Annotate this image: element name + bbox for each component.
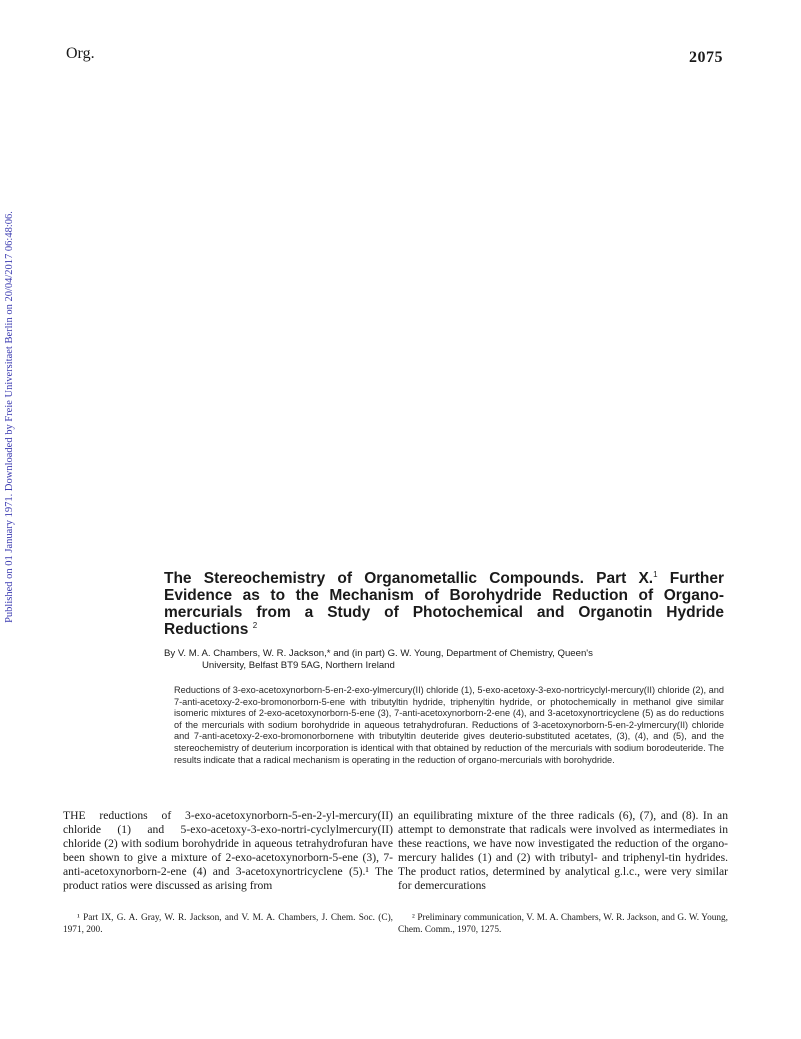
page-number: 2075	[689, 49, 723, 66]
title-main: The Stereochemistry of Organometallic Compounds. Part X.	[164, 570, 654, 587]
body-paragraph-right: an equilibrating mixture of the three radicals (6), (7), and (8). In an attempt to demonstrate that radicals were involved as intermediates in these reactions, we have now investigated the reduction of the organo-mercury halides (1) and (2) with tributyl- and triphenyl-tin hydrides. The product ratios, determined by analytical g.l.c., were very similar for demercurations	[398, 809, 728, 893]
title-ref-1: 1	[653, 569, 658, 579]
abstract: Reductions of 3-exo-acetoxynorborn-5-en-2-exo-ylmercury(II) chloride (1), 5-exo-acetoxy-3-exo-nortricyclyl-mercury(II) chloride (2), and 7-anti-acetoxy-2-exo-bromonorborn-5-ene with tributyltin hydride, triphenyltin hydride, or photochemically in methanol give similar isomeric mixtures of 2-exo-acetoxynorborn-5-ene (3), 7-anti-acetoxynorborn-2-ene (4), and 3-acetoxynortricyclene (5) as do reductions of the mercurials with sodium borohydride in aqueous tetrahydrofuran. Reductions of 3-acetoxynorborn-5-en-2-ylmercury(II) chloride and 7-anti-acetoxy-2-exo-bromonorbornene with tributyltin deuteride gives deuterio-substituted acetates, (3), (4), and (5), and the stereochemistry of deuterium incorporation is identical with that obtained by reduction of the mercurials with sodium borodeuteride. The results indicate that a radical mechanism is operating in the reduction of organo-mercurials with borohydride.	[174, 685, 724, 765]
body-paragraph-left: THE reductions of 3-exo-acetoxynorborn-5-en-2-yl-mercury(II) chloride (1) and 5-exo-acetoxy-3-exo-nortri-cyclylmercury(II) chloride (2) with sodium borohydride in aqueous tetrahydrofuran have been shown to give a mixture of 2-exo-acetoxynorborn-5-ene (3), 7-anti-acetoxynorborn-2-ene (4) and 3-acetoxynortricyclene (5).¹ The product ratios were discussed as arising from	[63, 809, 393, 893]
author-affiliation	[164, 648, 724, 672]
footnote-1: ¹ Part IX, G. A. Gray, W. R. Jackson, and V. M. A. Chambers, J. Chem. Soc. (C), 1971, 200.	[63, 913, 393, 935]
download-provenance-sidebar[interactable]: Published on 01 January 1971. Downloaded by Freie Universitaet Berlin on 20/04/2017 06:48:06.	[4, 211, 15, 623]
journal-section-label: Org.	[66, 45, 95, 62]
body-column-right	[398, 809, 728, 894]
footnote-2: ² Preliminary communication, V. M. A. Chambers, W. R. Jackson, and G. W. Young, Chem. Comm., 1970, 1275.	[398, 913, 728, 935]
body-column-left	[63, 809, 393, 894]
authors-line-1: By V. M. A. Chambers, W. R. Jackson,* and (in part) G. W. Young, Department of Chemistry, Queen's	[164, 648, 593, 659]
authors-line-2: University, Belfast BT9 5AG, Northern Ireland	[202, 660, 395, 671]
title-ref-2: 2	[252, 620, 258, 630]
article-title	[164, 570, 724, 638]
title-continuation: Further Evidence as to the Mechanism of Borohydride Reduction of Organo-mercurials from a Study of Photochemical and Organotin Hydride Reductions	[164, 570, 724, 638]
